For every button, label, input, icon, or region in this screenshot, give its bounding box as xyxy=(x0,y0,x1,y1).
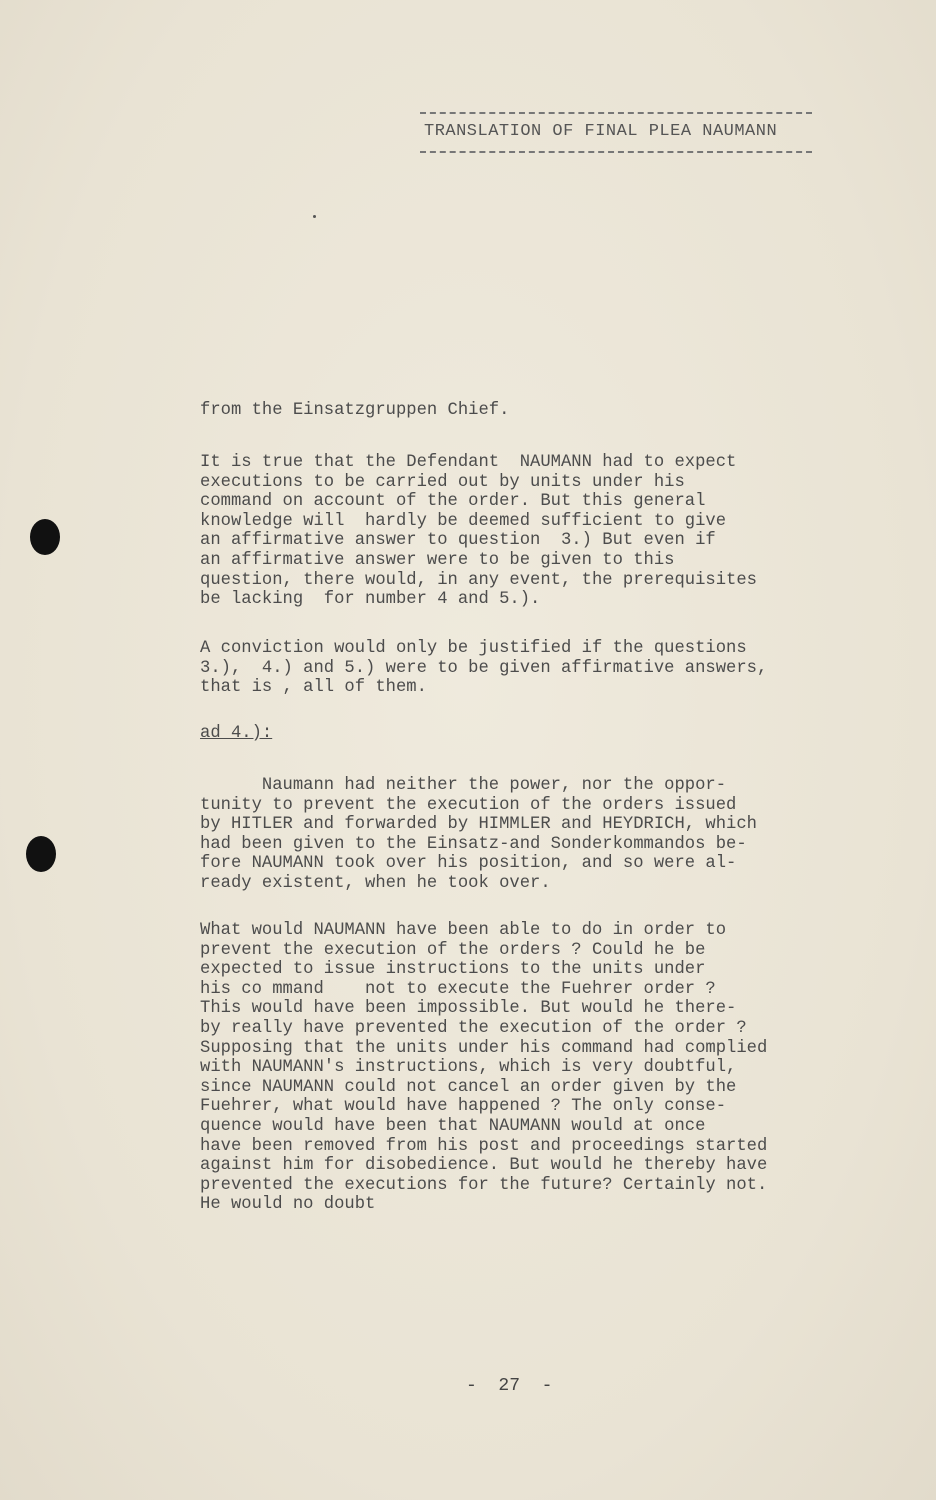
punch-hole-top xyxy=(30,519,60,555)
section-heading-ad-4: ad 4.): xyxy=(200,724,273,743)
punch-hole-bottom xyxy=(26,836,56,872)
ink-speck xyxy=(313,215,316,218)
paragraph-naumann-power: Naumann had neither the power, nor the oppor- tunity to prevent the execution of the orders issued by HITLER and forwarded by HIMMLER and HEYDRICH, which had been given to the Einsatz-and Sonderkommandos be- fore NAUMANN took over his position, and so were al- ready existent, when he took over. xyxy=(200,776,757,893)
paragraph-what-would-naumann: What would NAUMANN have been able to do in order to prevent the execution of the orders ? Could he be expected to issue instructions to the units under his co mmand not to execute the Fuehrer order ? This would have been impossible. But would he there- by really have prevented the execution of the order ? Supposing that the units under his command had complied with NAUMANN's instructions, which is very doubtful, since NAUMANN could not cancel an order given by the Fuehrer, what would have happened ? The only conse- quence would have been that NAUMANN would at once have been removed from his post and proceedings started against him for disobedience. But would he thereby have prevented the executions for the future? Certainly not. He would no doubt xyxy=(200,921,768,1215)
document-header xyxy=(420,112,812,153)
header-top-rule xyxy=(420,112,812,114)
continuation-line: from the Einsatzgruppen Chief. xyxy=(200,401,510,420)
header-bottom-rule xyxy=(420,151,812,153)
paragraph-defendant-knowledge: It is true that the Defendant NAUMANN had to expect executions to be carried out by units under his command on account of the order. But this general knowledge will hardly be deemed sufficient to give an affirmative answer to question 3.) But even if an affirmative answer were to be given to this question, there would, in any event, the prerequisites be lacking for number 4 and 5.). xyxy=(200,453,757,610)
paragraph-conviction: A conviction would only be justified if the questions 3.), 4.) and 5.) were to be given affirmative answers, that is , all of them. xyxy=(200,639,768,698)
page-number: - 27 - xyxy=(466,1376,553,1396)
document-title: TRANSLATION OF FINAL PLEA NAUMANN xyxy=(424,122,778,141)
